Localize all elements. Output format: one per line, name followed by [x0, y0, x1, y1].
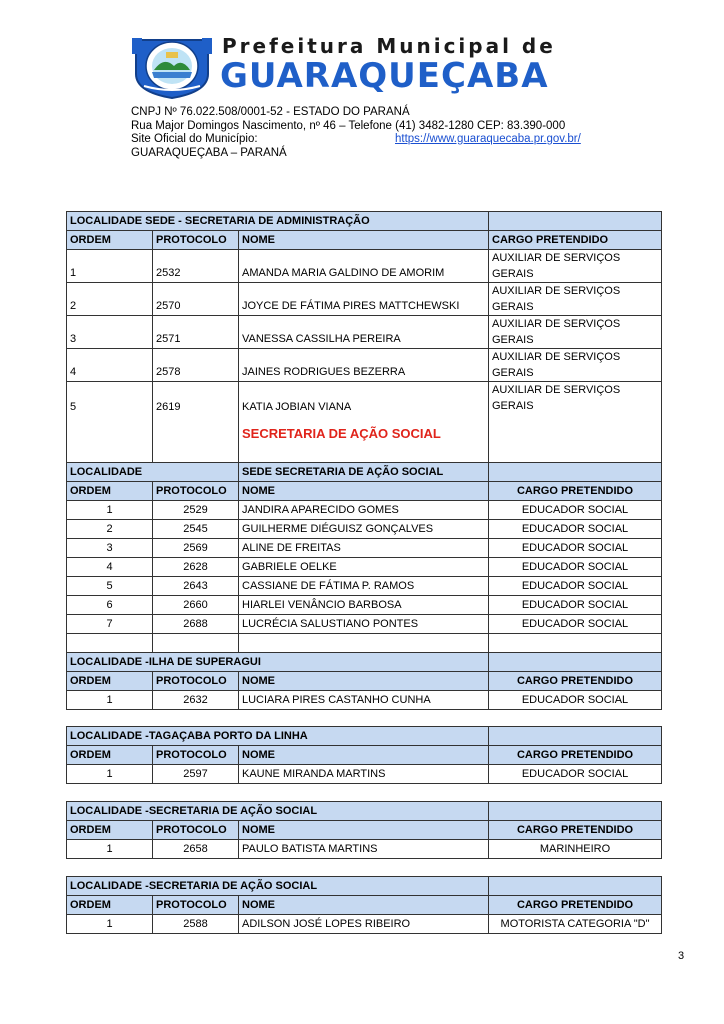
table-row: 2 2545 GUILHERME DIÉGUISZ GONÇALVES EDUCADOR SOCIAL [67, 520, 662, 539]
location-header: LOCALIDADE -SECRETARIA DE AÇÃO SOCIAL [67, 802, 489, 821]
table-row: 1 2658 PAULO BATISTA MARTINS MARINHEIRO [67, 840, 662, 859]
table-row: 1 2597 KAUNE MIRANDA MARTINS EDUCADOR SOCIAL [67, 765, 662, 784]
table-row: 1 2588 ADILSON JOSÉ LOPES RIBEIRO MOTORISTA CATEGORIA "D" [67, 915, 662, 934]
table-tagacaba: LOCALIDADE -TAGAÇABA PORTO DA LINHA ORDEM PROTOCOLO NOME CARGO PRETENDIDO 1 2597 KAUNE MIRANDA MARTINS EDUCADOR SOCIAL [66, 726, 661, 784]
col-ordem: ORDEM [67, 231, 153, 250]
site-label: Site Oficial do Município: [131, 133, 258, 145]
site-line [131, 133, 581, 147]
table-row: 5 2643 CASSIANE DE FÁTIMA P. RAMOS EDUCADOR SOCIAL [67, 577, 662, 596]
table-acao-social-motorista: LOCALIDADE -SECRETARIA DE AÇÃO SOCIAL ORDEM PROTOCOLO NOME CARGO PRETENDIDO 1 2588 ADILSON JOSÉ LOPES RIBEIRO MOTORISTA CATEGORIA "D" [66, 876, 661, 934]
location-header: LOCALIDADE -SECRETARIA DE AÇÃO SOCIAL [67, 877, 489, 896]
table-row: 4 2578 JAINES RODRIGUES BEZERRA AUXILIAR DE SERVIÇOS GERAIS [67, 349, 662, 382]
col-cargo: CARGO PRETENDIDO [489, 231, 662, 250]
table-row: 6 2660 HIARLEI VENÂNCIO BARBOSA EDUCADOR SOCIAL [67, 596, 662, 615]
col-protocolo: PROTOCOLO [153, 231, 239, 250]
header-info [131, 106, 581, 160]
address-line: Rua Major Domingos Nascimento, nº 46 – Telefone (41) 3482-1280 CEP: 83.390-000 [131, 119, 566, 132]
location-header: LOCALIDADE -TAGAÇABA PORTO DA LINHA [67, 727, 489, 746]
table-row: 1 2529 JANDIRA APARECIDO GOMES EDUCADOR SOCIAL [67, 501, 662, 520]
table-row-empty [67, 634, 662, 653]
header-title-line1: Prefeitura Municipal de [222, 34, 556, 58]
col-nome: NOME [239, 231, 489, 250]
table-administracao: LOCALIDADE SEDE - SECRETARIA DE ADMINISTRAÇÃO ORDEM PROTOCOLO NOME CARGO PRETENDIDO 1 2532 AMANDA MARIA GALDINO DE AMORIM AUXILIAR DE SERVIÇOS GERAIS 2 2570 JOYCE DE FÁTIMA PIRES MATTCHEWSKI AUXILIAR DE SERVIÇOS GERAIS 3 2571 VANESSA CASSILHA PEREIRA AUXILIAR DE SERVIÇOS GERAIS 4 2578 JAINES RODRIGUES BEZERRA AUXILIAR DE SERVIÇOS GERAIS 5 2619 KATIA JOBIAN VIANA SECRETARIA DE AÇÃO SOCIAL AUXILIAR DE SERVIÇOS GERAIS LOCALIDADE SEDE SECRETARIA DE AÇÃO SOCIAL ORDEM PROTOCOLO NOME CARGO PRETENDIDO 1 2529 JANDIRA APARECIDO GOMES EDUCADOR SOCIAL 2 2545 GUILHERME DIÉGUISZ GONÇALVES EDUCADOR SOCIAL 3 2569 ALINE DE FREITAS EDUCADOR SOCIAL 4 2628 GABRIELE OELKE EDUCADOR SOCIAL 5 2643 CASSIANE DE FÁTIMA P. RAMOS EDUCADOR SOCIAL 6 2660 HIARLEI VENÂNCIO BARBOSA EDUCADOR SOCIAL 7 2688 LUCRÉCIA SALUSTIANO PONTES EDUCADOR SOCIAL LOCALIDADE -ILHA DE SUPERAGUI ORDEM PROTOCOLO NOME CARGO PRETENDIDO 1 2632 LUCIARA PIRES CASTANHO CUNHA EDUCADOR SOCIAL [66, 211, 661, 710]
table-row: 1 2532 AMANDA MARIA GALDINO DE AMORIM AUXILIAR DE SERVIÇOS GERAIS [67, 250, 662, 283]
row-name: KATIA JOBIAN VIANA [242, 401, 352, 413]
location-header: LOCALIDADE -ILHA DE SUPERAGUI [67, 653, 489, 672]
location-value: SEDE SECRETARIA DE AÇÃO SOCIAL [239, 463, 489, 482]
cnpj-line: CNPJ Nº 76.022.508/0001-52 - ESTADO DO PARANÁ [131, 106, 410, 118]
section-heading-acao-social: SECRETARIA DE AÇÃO SOCIAL [242, 426, 441, 441]
city-line: GUARAQUEÇABA – PARANÁ [131, 146, 287, 159]
table-row: 5 2619 KATIA JOBIAN VIANA SECRETARIA DE AÇÃO SOCIAL AUXILIAR DE SERVIÇOS GERAIS [67, 382, 662, 463]
table-acao-social-marinheiro: LOCALIDADE -SECRETARIA DE AÇÃO SOCIAL ORDEM PROTOCOLO NOME CARGO PRETENDIDO 1 2658 PAULO BATISTA MARTINS MARINHEIRO [66, 801, 661, 859]
site-link[interactable]: https://www.guaraquecaba.pr.gov.br/ [395, 133, 581, 145]
location-header: LOCALIDADE SEDE - SECRETARIA DE ADMINISTRAÇÃO [67, 212, 489, 231]
table-row: 2 2570 JOYCE DE FÁTIMA PIRES MATTCHEWSKI AUXILIAR DE SERVIÇOS GERAIS [67, 283, 662, 316]
table-row: 1 2632 LUCIARA PIRES CASTANHO CUNHA EDUCADOR SOCIAL [67, 691, 662, 710]
table-row: 3 2569 ALINE DE FREITAS EDUCADOR SOCIAL [67, 539, 662, 558]
location-label: LOCALIDADE [67, 463, 239, 482]
page-number: 3 [678, 950, 685, 962]
table-row: 7 2688 LUCRÉCIA SALUSTIANO PONTES EDUCADOR SOCIAL [67, 615, 662, 634]
header-title-city: GUARAQUEÇABA [220, 56, 549, 96]
table-row: 4 2628 GABRIELE OELKE EDUCADOR SOCIAL [67, 558, 662, 577]
table-row: 3 2571 VANESSA CASSILHA PEREIRA AUXILIAR DE SERVIÇOS GERAIS [67, 316, 662, 349]
municipal-coat-of-arms-logo [132, 34, 212, 100]
